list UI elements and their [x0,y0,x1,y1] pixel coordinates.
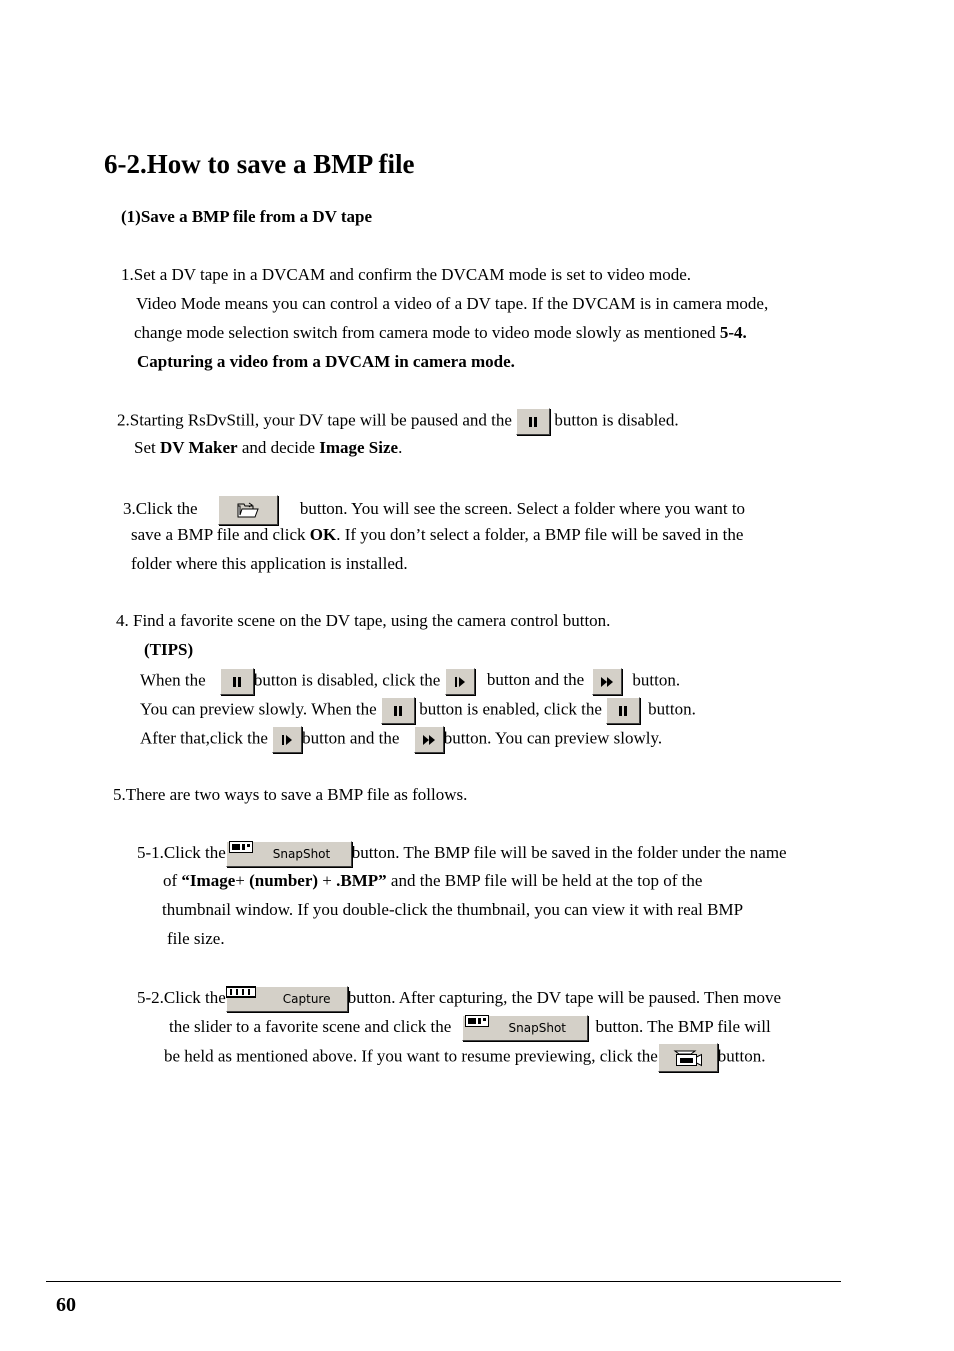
step1-line3: change mode selection switch from camera mode to video mode slowly as mentioned 5-4. [134,323,747,342]
step2-line1: 2.Starting RsDvStill, your DV tape will be paused and the button is disabled. [117,408,679,435]
step1-line2: Video Mode means you can control a video of a DV tape. If the DVCAM is in camera mode, [136,294,769,313]
tips-heading: (TIPS) [144,640,194,659]
step-forward-button[interactable] [272,726,302,753]
snapshot-button-label: SnapShot [508,1021,566,1035]
step5-intro: 5.There are two ways to save a BMP file as follows. [113,785,468,804]
pause-button[interactable] [381,697,415,724]
tips-line3: After that,click the button and the button. You can preview slowly. [140,726,662,753]
folder-button[interactable] [218,495,278,525]
step-forward-button[interactable] [445,668,475,695]
pause-button[interactable] [606,697,640,724]
tips-line1: When the button is disabled, click the button and the button. [140,668,680,695]
step5-2-line1: 5-2.Click the Capture button. After capturing, the DV tape will be paused. Then move [137,986,781,1012]
pause-button[interactable] [220,668,254,695]
capture-button-label: Capture [282,992,331,1006]
step3-line3: folder where this application is installed. [131,554,408,573]
page-number: 60 [56,1294,76,1316]
tips-line2: You can preview slowly. When the button is enabled, click the button. [140,697,696,724]
fast-forward-button[interactable] [414,726,444,753]
camera-button[interactable] [658,1043,718,1072]
step5-2-line2: the slider to a favorite scene and click the SnapShot button. The BMP file will [169,1015,771,1041]
footer-rule [46,1281,841,1282]
step3-line2: save a BMP file and click OK. If you don’t select a folder, a BMP file will be saved in the [131,525,744,544]
step3-line1: 3.Click the button. You will see the screen. Select a folder where you want to [123,495,745,525]
step5-2-line3: be held as mentioned above. If you want to resume previewing, click the button. [164,1043,766,1072]
snapshot-button-label: SnapShot [272,847,331,861]
step5-1-line3: thumbnail window. If you double-click the thumbnail, you can view it with real BMP [162,900,744,919]
step4-line1: 4. Find a favorite scene on the DV tape, using the camera control button. [116,611,611,630]
pause-button[interactable] [516,408,550,435]
step1-line4: Capturing a video from a DVCAM in camera mode. [137,352,515,371]
step5-1-line2: of “Image+ (number) + .BMP” and the BMP file will be held at the top of the [163,871,703,890]
snapshot-button[interactable] [226,841,352,867]
section-subtitle: (1)Save a BMP file from a DV tape [121,207,373,226]
step5-1-line4: file size. [167,929,225,948]
snapshot-button[interactable] [462,1015,588,1041]
capture-button[interactable] [226,986,348,1012]
step1-line1: 1.Set a DV tape in a DVCAM and confirm the DVCAM mode is set to video mode. [121,265,692,284]
page-title: 6-2.How to save a BMP file [104,149,415,179]
step2-line2: Set DV Maker and decide Image Size. [134,438,403,457]
step5-1-line1: 5-1.Click the SnapShot button. The BMP file will be saved in the folder under the name [137,841,787,867]
fast-forward-button[interactable] [592,668,622,695]
